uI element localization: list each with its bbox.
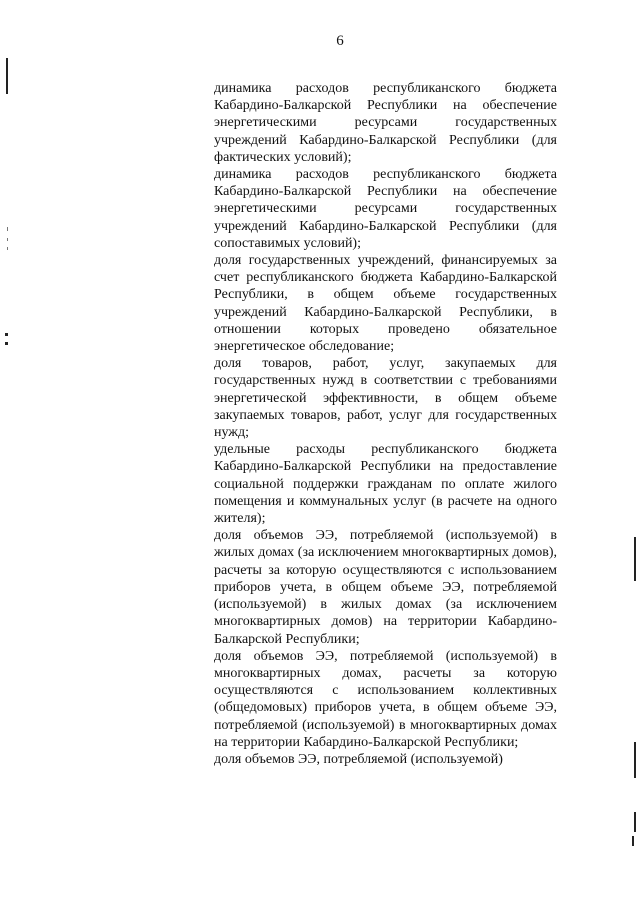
paragraph-1: динамика расходов республиканского бюджета Кабардино-Балкарской Республики на обеспечение энергетическими ресурсами государственных учреждений Кабардино-Балкарской Республики (для фактических условий); xyxy=(214,81,557,165)
scan-mark xyxy=(5,342,8,345)
scan-mark xyxy=(6,58,8,94)
document-body xyxy=(214,80,557,768)
paragraph-2: динамика расходов республиканского бюджета Кабардино-Балкарской Республики на обеспечение энергетическими ресурсами государственных учреждений Кабардино-Балкарской Республики (для сопоставимых условий); xyxy=(214,167,557,251)
paragraph-3: доля государственных учреждений, финансируемых за счет республиканского бюджета Кабардино-Балкарской Республики, в общем объеме государственных учреждений Кабардино-Балкарской Республики, в отношении которых проведено обязательное энергетическое обследование; xyxy=(214,253,557,355)
scan-mark xyxy=(7,247,8,250)
scan-mark xyxy=(5,333,8,336)
scan-mark xyxy=(7,227,8,231)
paragraph-7: доля объемов ЭЭ, потребляемой (используемой) в многоквартирных домах, расчеты за которую осуществляются с использованием коллективных (общедомовых) приборов учета, в общем объеме ЭЭ, потребляемой (используемой) в многоквартирных домах на территории Кабардино-Балкарской Республики; xyxy=(214,648,557,750)
scan-mark xyxy=(634,812,636,832)
page-number: 6 xyxy=(336,33,344,49)
scan-mark xyxy=(7,238,8,241)
paragraph-8: доля объемов ЭЭ, потребляемой (используемой) xyxy=(214,751,503,767)
scan-mark xyxy=(634,537,636,581)
paragraph-4: доля товаров, работ, услуг, закупаемых для государственных нужд в соответствии с требованиями энергетической эффективности, в общем объеме закупаемых товаров, работ, услуг для государственных нужд; xyxy=(214,356,557,441)
scan-mark xyxy=(634,742,636,778)
paragraph-5: удельные расходы республиканского бюджета Кабардино-Балкарской Республики на предоставление социальной поддержки гражданам по оплате жилого помещения и коммунальных услуг (в расчете на одного жителя); xyxy=(214,442,557,527)
paragraph-6: доля объемов ЭЭ, потребляемой (используемой) в жилых домах (за исключением многоквартирных домов), расчеты за которую осуществляются с использованием приборов учета, в общем объеме ЭЭ, потребляемой (используемой) в жилых домах (за исключением многоквартирных домов) на территории Кабардино-Балкарской Республики; xyxy=(214,528,557,647)
scan-mark xyxy=(632,836,634,846)
